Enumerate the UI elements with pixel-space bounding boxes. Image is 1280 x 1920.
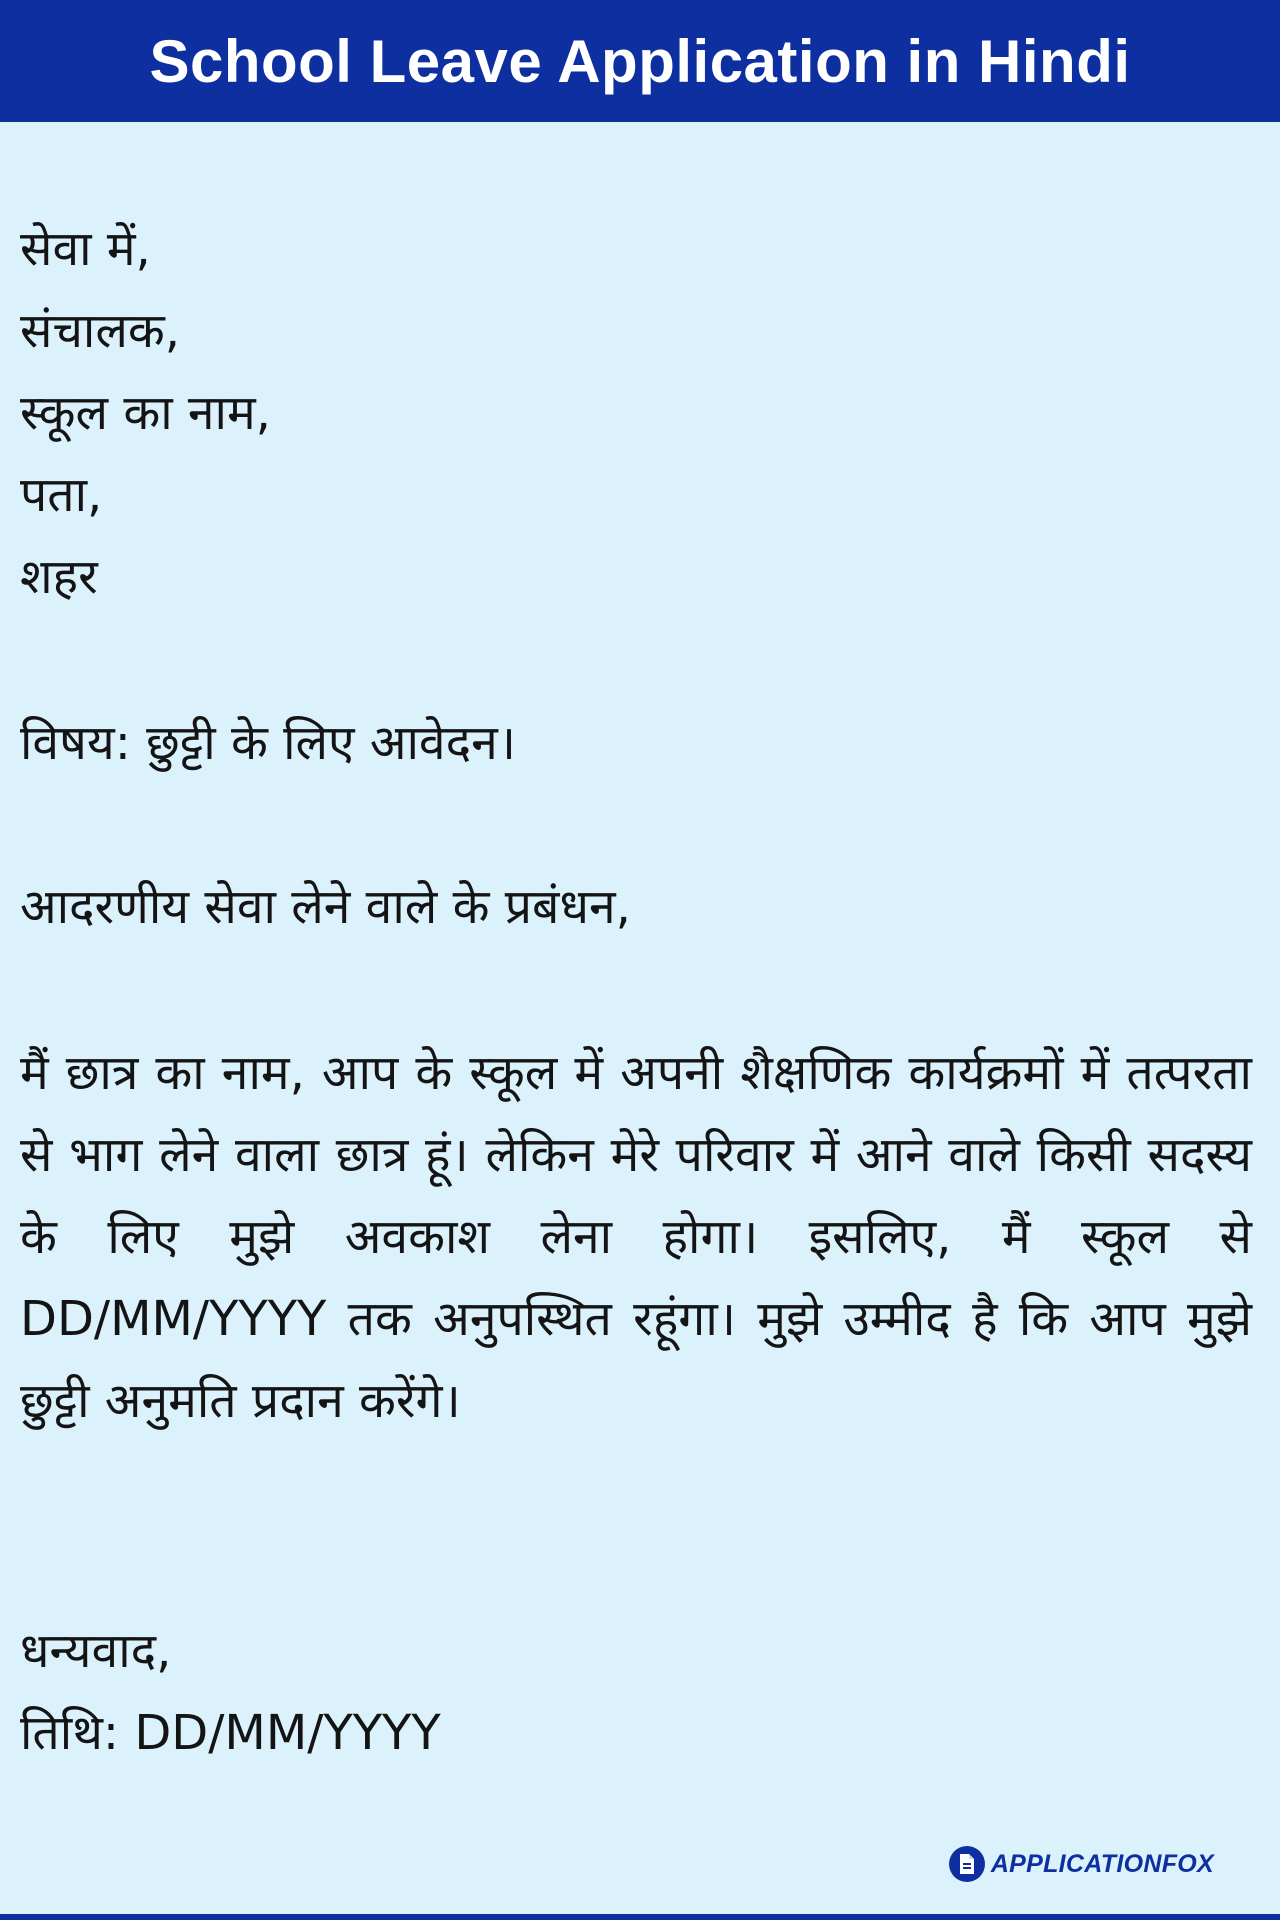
letter-subject: विषय: छुट्टी के लिए आवेदन। xyxy=(20,715,516,771)
footer-bar xyxy=(0,1914,1280,1920)
page-header xyxy=(0,0,1280,122)
address-line: सेवा में, xyxy=(20,221,151,277)
address-line: स्कूल का नाम, xyxy=(20,385,271,441)
document-icon xyxy=(949,1846,985,1882)
letter-date: तिथि: DD/MM/YYYY xyxy=(20,1705,441,1761)
letter-body: मैं छात्र का नाम, आप के स्कूल में अपनी शैक्षणिक कार्यक्रमों में तत्परता से भाग लेने वाला छात्र हूं। लेकिन मेरे परिवार में आने वाले किसी सदस्य के लिए मुझे अवकाश लेना होगा। इसलिए, मैं स्कूल से DD/MM/YYYY तक अनुपस्थित रहूंगा। मुझे उम्मीद है कि आप मुझे छुट्टी अनुमति प्रदान करेंगे। xyxy=(20,1045,1252,1429)
letter-closing: धन्यवाद, xyxy=(20,1623,172,1679)
letter-salutation: आदरणीय सेवा लेने वाले के प्रबंधन, xyxy=(20,879,631,935)
letter-closing-block xyxy=(20,1610,1252,1774)
recipient-address xyxy=(20,208,1252,618)
page-title: School Leave Application in Hindi xyxy=(149,27,1131,95)
brand-name: APPLICATIONFOX xyxy=(990,1849,1214,1878)
address-line: पता, xyxy=(20,467,103,523)
address-line: शहर xyxy=(20,549,98,605)
brand-logo xyxy=(949,1846,1214,1882)
address-line: संचालक, xyxy=(20,303,181,359)
